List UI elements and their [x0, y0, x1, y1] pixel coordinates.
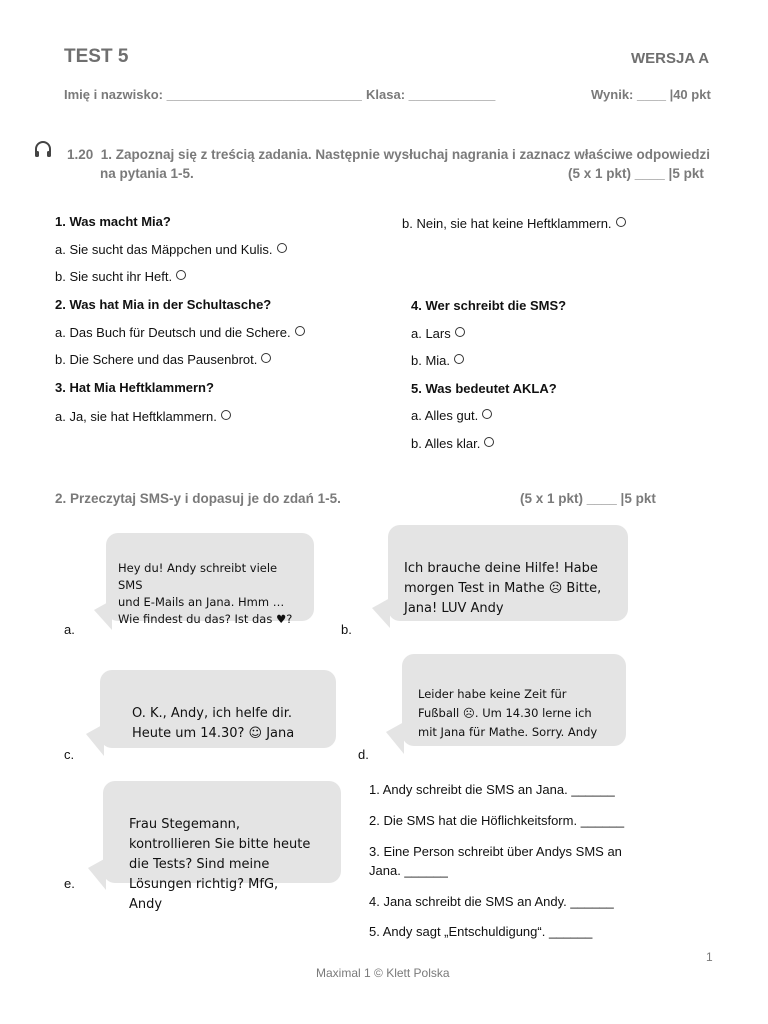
q1-question: 1. Was macht Mia? [55, 214, 171, 229]
q4-question: 4. Wer schreibt die SMS? [411, 298, 567, 313]
radio-icon[interactable] [454, 354, 464, 364]
task1-points: (5 x 1 pkt) ____ |5 pkt [568, 166, 704, 181]
q2-option-b[interactable]: b. Die Schere und das Pausenbrot. [55, 352, 271, 367]
q5-option-a[interactable]: a. Alles gut. [411, 408, 492, 423]
q3-option-a[interactable]: a. Ja, sie hat Heftklammern. [55, 409, 231, 424]
q3-option-b[interactable]: b. Nein, sie hat keine Heftklammern. [402, 216, 626, 231]
class-line: ____________ [408, 87, 496, 102]
score-line: ____ [637, 87, 666, 102]
q1-option-b[interactable]: b. Sie sucht ihr Heft. [55, 269, 186, 284]
statement-3-cont: Jana. ______ [369, 863, 448, 878]
radio-icon[interactable] [277, 243, 287, 253]
task1-instruction-line2: na pytania 1-5. [100, 166, 194, 181]
task1-instruction-line1: 1.20 1. Zapoznaj się z treścią zadania. Następnie wysłuchaj nagrania i zaznacz właściwe odpowiedzi [67, 147, 710, 162]
statement-4: 4. Jana schreibt die SMS an Andy. ______ [369, 894, 614, 909]
q4-option-a[interactable]: a. Lars [411, 326, 465, 341]
sms-letter-c: c. [64, 747, 75, 762]
q2-question: 2. Was hat Mia in der Schultasche? [55, 297, 272, 312]
q2-option-a[interactable]: a. Das Buch für Deutsch und die Schere. [55, 325, 305, 340]
statement-2: 2. Die SMS hat die Höflichkeitsform. ______ [369, 813, 625, 828]
score-field [591, 87, 711, 102]
sms-letter-b: b. [341, 622, 352, 637]
name-field [64, 87, 362, 102]
radio-icon[interactable] [295, 326, 305, 336]
sms-bubble-d: Leider habe keine Zeit für Fußball ☹. Um 14.30 lerne ich mit Jana für Mathe. Sorry. Andy [402, 654, 626, 746]
q5-option-b[interactable]: b. Alles klar. [411, 436, 494, 451]
track-number: 1.20 [67, 147, 94, 162]
sms-bubble-a: Hey du! Andy schreibt viele SMS und E-Mails an Jana. Hmm … Wie findest du das? Ist das ♥? [106, 533, 314, 621]
q1-option-a[interactable]: a. Sie sucht das Mäppchen und Kulis. [55, 242, 287, 257]
sms-letter-d: d. [358, 747, 369, 762]
version-label: WERSJA A [631, 50, 710, 67]
sms-letter-e: e. [64, 876, 75, 891]
footer-copyright: Maximal 1 © Klett Polska [316, 966, 450, 980]
radio-icon[interactable] [484, 437, 494, 447]
statement-1: 1. Andy schreibt die SMS an Jana. ______ [369, 782, 615, 797]
radio-icon[interactable] [176, 270, 186, 280]
task2-instruction: 2. Przeczytaj SMS-y i dopasuj je do zdań 1-5. [55, 491, 341, 506]
radio-icon[interactable] [221, 410, 231, 420]
sms-bubble-c: O. K., Andy, ich helfe dir. Heute um 14.30? ☺ Jana [100, 670, 336, 748]
radio-icon[interactable] [616, 217, 626, 227]
sms-tail-b [372, 598, 390, 628]
q4-option-b[interactable]: b. Mia. [411, 353, 464, 368]
class-field [366, 87, 495, 102]
sms-tail-d [386, 722, 404, 754]
radio-icon[interactable] [482, 409, 492, 419]
radio-icon[interactable] [261, 353, 271, 363]
sms-letter-a: a. [64, 622, 75, 637]
class-label: Klasa: [366, 87, 406, 102]
sms-bubble-b: Ich brauche deine Hilfe! Habe morgen Test in Mathe ☹ Bitte, Jana! LUV Andy [388, 525, 628, 621]
sms-tail-c [86, 724, 104, 756]
statement-5: 5. Andy sagt „Entschuldigung“. ______ [369, 924, 593, 939]
name-label: Imię i nazwisko: [64, 87, 163, 102]
name-line: ___________________________ [166, 87, 362, 102]
radio-icon[interactable] [455, 327, 465, 337]
page-number: 1 [706, 950, 713, 964]
q3-question: 3. Hat Mia Heftklammern? [55, 380, 214, 395]
sms-tail-e [88, 858, 106, 890]
sms-bubble-e: Frau Stegemann, kontrollieren Sie bitte heute die Tests? Sind meine Lösungen richtig? MfG, Andy [103, 781, 341, 883]
sms-tail-a [94, 600, 112, 630]
score-label: Wynik: [591, 87, 634, 102]
score-max: |40 pkt [669, 87, 711, 102]
headphones-icon [33, 140, 53, 165]
test-title: TEST 5 [64, 46, 129, 67]
statement-3: 3. Eine Person schreibt über Andys SMS an [369, 844, 622, 859]
task2-points: (5 x 1 pkt) ____ |5 pkt [520, 491, 656, 506]
q5-question: 5. Was bedeutet AKLA? [411, 381, 557, 396]
